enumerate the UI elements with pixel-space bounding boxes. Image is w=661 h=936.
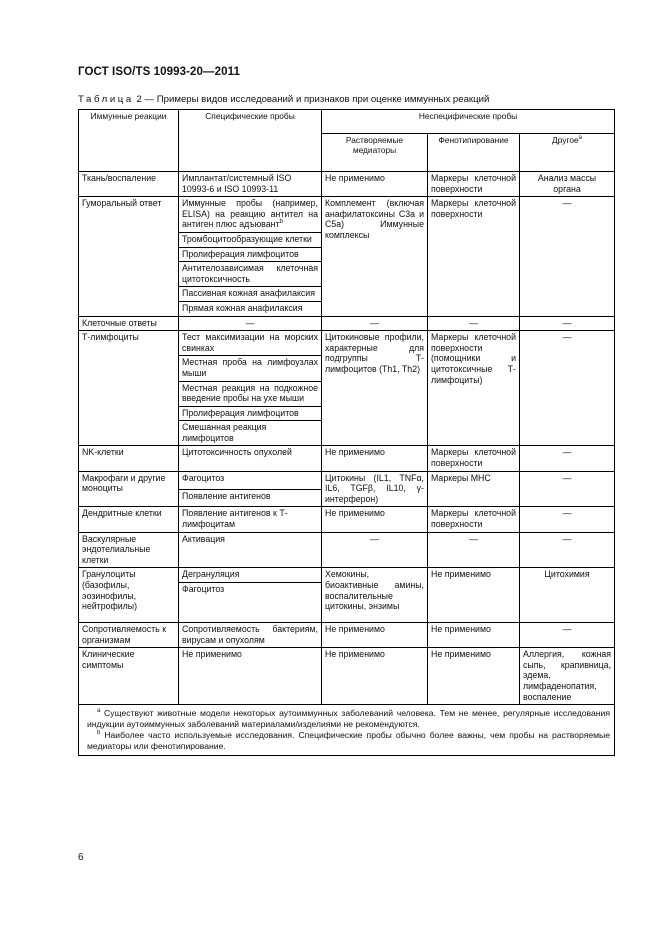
footnote-mark-a: a: [97, 708, 101, 715]
table-row: [79, 331, 615, 356]
cell-other: —: [520, 197, 615, 316]
cell-other: —: [520, 316, 615, 331]
cell-specific: Антителозависимая клеточная цитотоксичность: [179, 262, 322, 287]
footnote-b: [87, 730, 610, 752]
cell-specific: Пассивная кожная анафилаксия: [179, 287, 322, 302]
cell-specific: Появление антигенов к Т-лимфоцитам: [179, 507, 322, 532]
cell-phenotyping: Маркеры клеточной поверхности (помощники и цитотоксичные Т-лимфоциты): [428, 331, 520, 446]
cell-phenotyping: —: [428, 532, 520, 568]
cell-soluble: Цитокиновые профили, характерные для подгруппы Т-лимфоцитов (Th1, Th2): [322, 331, 428, 446]
cell-specific: Пролиферация лимфоцитов: [179, 406, 322, 421]
table-row: [79, 446, 615, 471]
cell-specific: Тромбоцитообразующие клетки: [179, 232, 322, 247]
header-row: [79, 110, 615, 134]
cell-phenotyping: Не применимо: [428, 568, 520, 623]
footnotes: [79, 705, 615, 756]
col-header-immune: Иммунные реакции: [79, 110, 179, 172]
immune-tests-table: [78, 109, 615, 756]
col-header-other-label: Другое: [552, 135, 579, 145]
cell-specific: Тест максимизации на морских свинках: [179, 331, 322, 356]
cell-soluble: Не применимо: [322, 648, 428, 705]
table-row: [79, 172, 615, 197]
cell-other: —: [520, 623, 615, 648]
cell-soluble: Не применимо: [322, 172, 428, 197]
cell-specific: Местная реакция на подкожное введение пробы на ухе мыши: [179, 381, 322, 406]
document-header: ГОСТ ISO/TS 10993-20—2011: [78, 66, 240, 78]
row-name: NK-клетки: [79, 446, 179, 471]
table-caption: [78, 94, 489, 105]
cell-specific: Дегрануляция: [179, 568, 322, 583]
cell-soluble: —: [322, 532, 428, 568]
col-header-soluble: Растворяемые медиаторы: [322, 134, 428, 172]
caption-text: 2 — Примеры видов исследований и признаков при оценке иммунных реакций: [133, 94, 490, 105]
cell-phenotyping: —: [428, 316, 520, 331]
cell-other: Цитохимия: [520, 568, 615, 623]
cell-specific-text: Иммунные пробы (например, ELISA) на реакцию антител на антиген плюс адъювант: [182, 198, 318, 230]
cell-other: Аллергия, кожная сыпь, крапивница, эдема, лимфаденопатия, воспаление: [520, 648, 615, 705]
footnote-a-text: Существуют животные модели некоторых аутоиммунных заболеваний человека. Тем не менее, регулярные исследования индукции аутоиммунных заболеваний материалами/изделиями не рекомендуются.: [87, 708, 611, 729]
row-name: Макрофаги и другие моноциты: [79, 471, 179, 507]
cell-specific: Фагоцитоз: [179, 583, 322, 623]
col-header-nonspecific: Неспецифические пробы: [322, 110, 615, 134]
table-row: [79, 623, 615, 648]
cell-specific: Местная проба на лимфоузлах мыши: [179, 356, 322, 381]
cell-other: —: [520, 532, 615, 568]
cell-specific: Появление антигенов: [179, 489, 322, 507]
cell-soluble: Цитокины (IL1, TNFα, IL6, TGFβ, IL10, γ-интерферон): [322, 471, 428, 507]
cell-phenotyping: Не применимо: [428, 648, 520, 705]
cell-specific: Пролиферация лимфоцитов: [179, 247, 322, 262]
cell-soluble: Комплемент (включая анафилатоксины С3а и С5а) Иммунные комплексы: [322, 197, 428, 316]
table-row: [79, 471, 615, 489]
page-number: 6: [78, 852, 84, 863]
row-name: Т-лимфоциты: [79, 331, 179, 446]
row-name: Дендритные клетки: [79, 507, 179, 532]
footnote-mark-b: b: [97, 729, 101, 736]
cell-other: —: [520, 446, 615, 471]
table-row: [79, 568, 615, 583]
cell-specific: Активация: [179, 532, 322, 568]
footnote-a: [87, 708, 610, 730]
cell-phenotyping: Не применимо: [428, 623, 520, 648]
row-name: Сопротивляемость к организмам: [79, 623, 179, 648]
cell-soluble: Не применимо: [322, 507, 428, 532]
col-header-other: [520, 134, 615, 172]
table-row: [79, 648, 615, 705]
cell-specific: Не применимо: [179, 648, 322, 705]
row-name: Гранулоциты (базофилы, эозинофилы, нейтрофилы): [79, 568, 179, 623]
row-name: Ткань/воспаление: [79, 172, 179, 197]
cell-phenotyping: Маркеры клеточной поверхности: [428, 197, 520, 316]
row-name: Клеточные ответы: [79, 316, 179, 331]
row-name: Гуморальный ответ: [79, 197, 179, 316]
row-name: Клинические симптомы: [79, 648, 179, 705]
col-header-phenotyping: Фенотипирование: [428, 134, 520, 172]
row-name: Васкулярные эндотелиальные клетки: [79, 532, 179, 568]
table-row: [79, 532, 615, 568]
cell-specific: Сопротивляемость бактериям, вирусам и опухолям: [179, 623, 322, 648]
cell-other: —: [520, 471, 615, 507]
cell-phenotyping: Маркеры клеточной поверхности: [428, 507, 520, 532]
cell-specific: Имплантат/системный ISO 10993-6 и ISO 10993-11: [179, 172, 322, 197]
footnote-b-text: Наиболее часто используемые исследования. Специфические пробы обычно более важны, чем пробы на растворяемые медиаторы или фенотипирование.: [87, 729, 611, 751]
table-row: [79, 507, 615, 532]
cell-phenotyping: Маркеры клеточной поверхности: [428, 446, 520, 471]
footnotes-row: [79, 705, 615, 756]
cell-soluble: Не применимо: [322, 623, 428, 648]
cell-specific: [179, 197, 322, 233]
cell-other: —: [520, 331, 615, 446]
caption-label: Таблица: [78, 94, 134, 105]
cell-other: —: [520, 507, 615, 532]
footnote-ref-b: b: [279, 219, 283, 226]
cell-specific: —: [179, 316, 322, 331]
cell-soluble: —: [322, 316, 428, 331]
cell-specific: Цитотоксичность опухолей: [179, 446, 322, 471]
cell-phenotyping: Маркеры МНС: [428, 471, 520, 507]
cell-phenotyping: Маркеры клеточной поверхности: [428, 172, 520, 197]
footnote-ref-a: a: [578, 135, 582, 142]
cell-soluble: Хемокины, биоактивные амины, воспалительные цитокины, энзимы: [322, 568, 428, 623]
cell-soluble: Не применимо: [322, 446, 428, 471]
cell-specific: Смешанная реакция лимфоцитов: [179, 421, 322, 446]
col-header-specific: Специфические пробы: [179, 110, 322, 172]
cell-specific: Фагоцитоз: [179, 471, 322, 489]
table-row: [79, 197, 615, 233]
table-row: [79, 316, 615, 331]
cell-specific: Прямая кожная анафилаксия: [179, 301, 322, 316]
cell-other: Анализ массы органа: [520, 172, 615, 197]
